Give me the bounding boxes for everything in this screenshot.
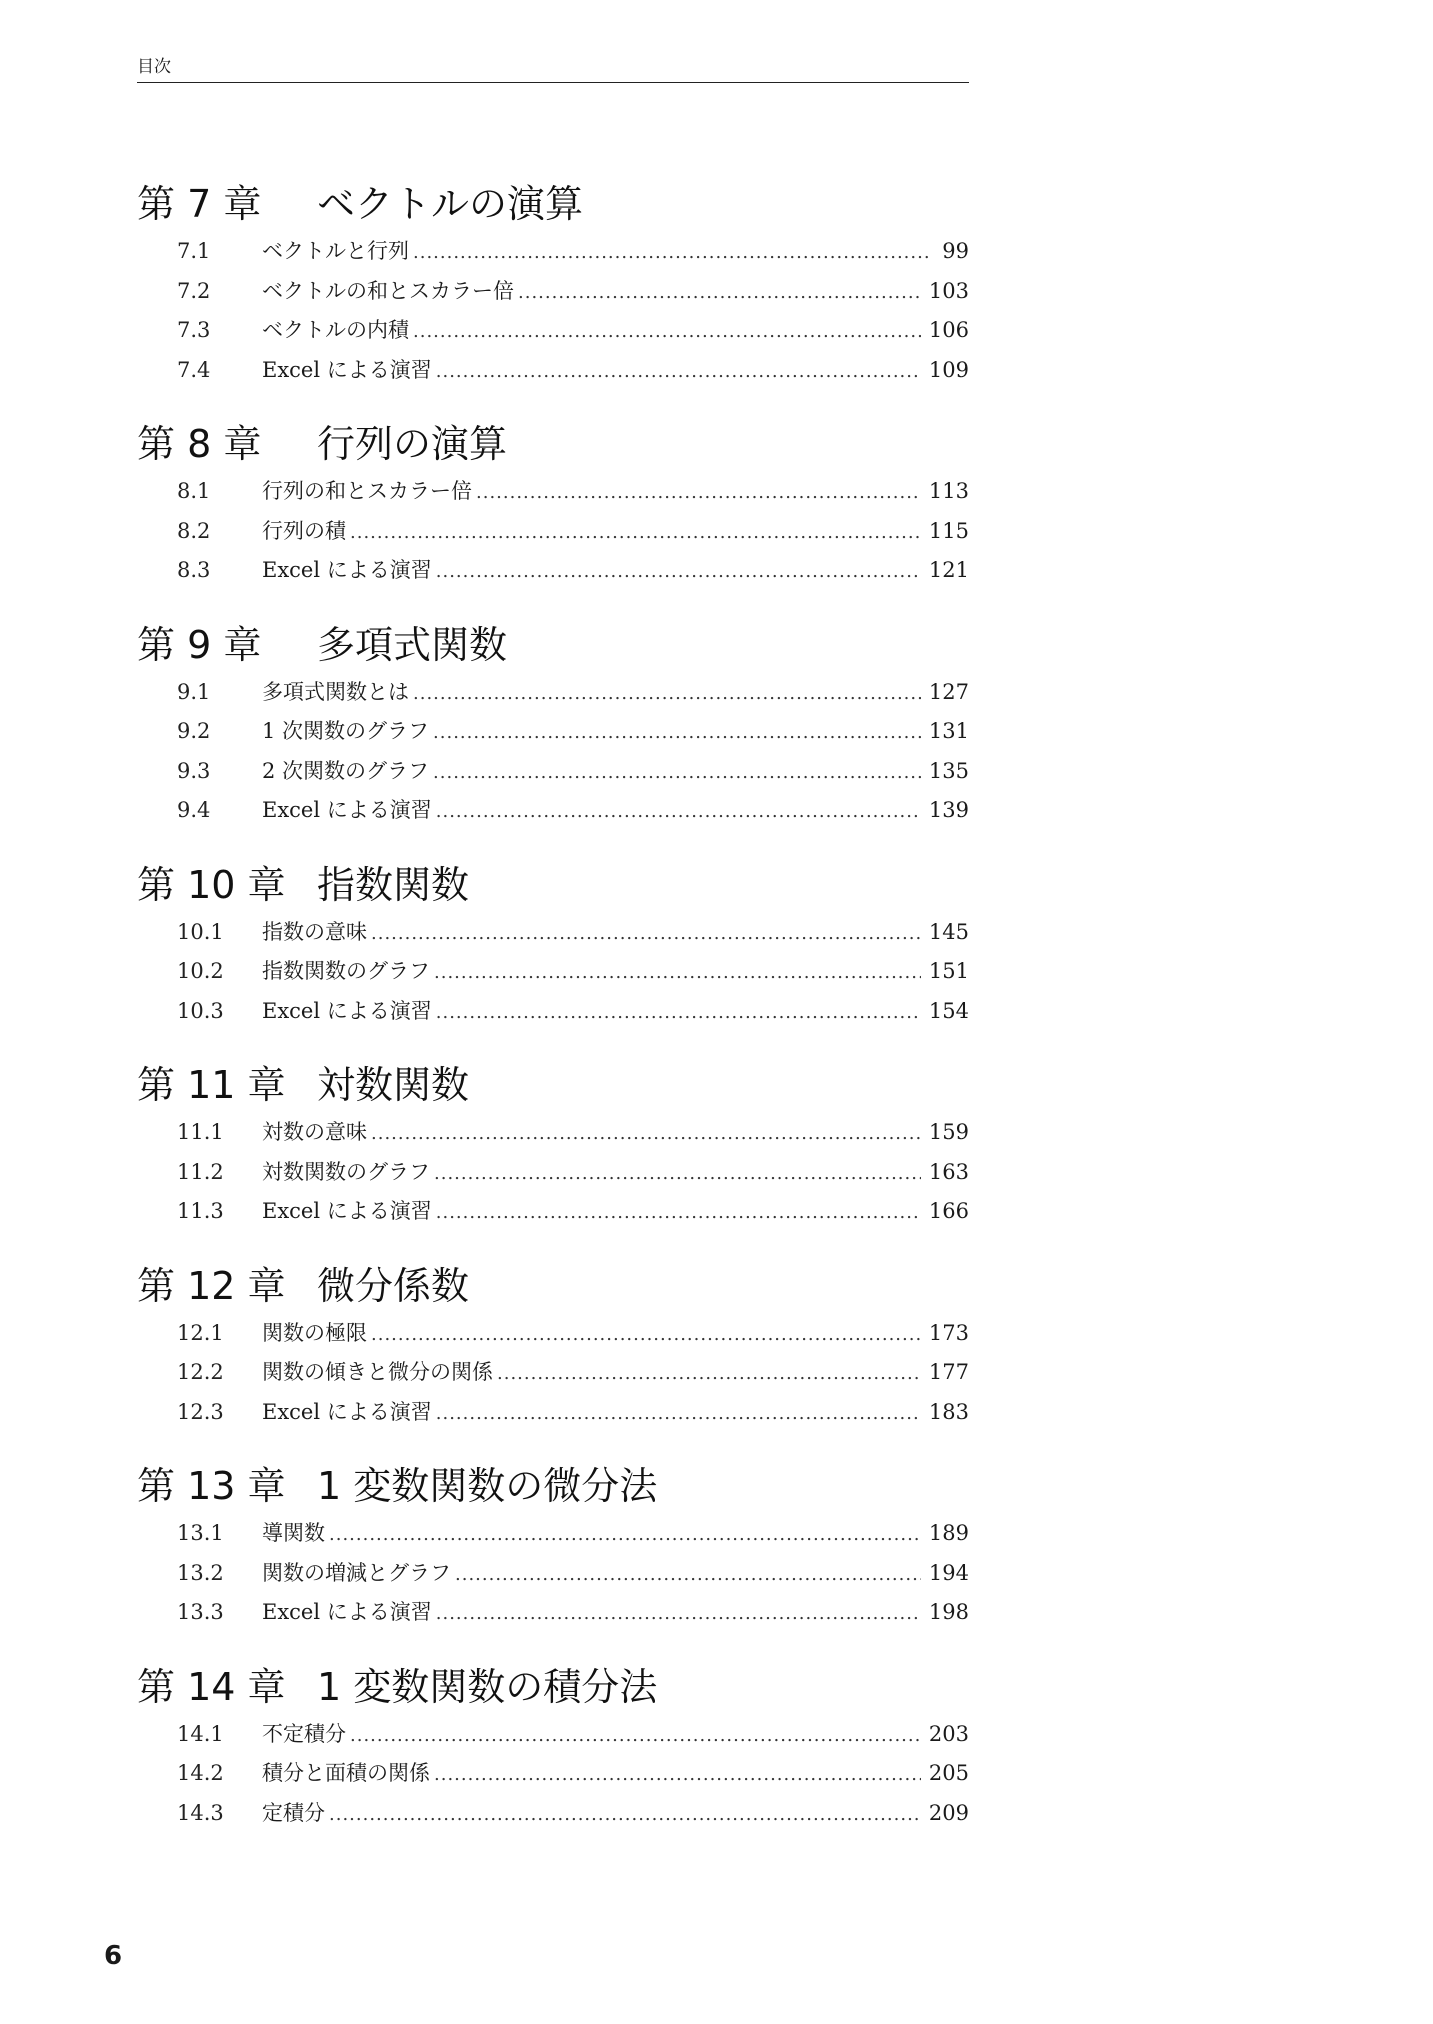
- table-of-contents: [137, 178, 969, 1861]
- section-title: 1 次関数のグラフ: [262, 719, 430, 743]
- dot-leader: [371, 914, 921, 954]
- section-page-number: 163: [928, 1159, 969, 1184]
- chapter-title: 行列の演算: [317, 422, 508, 466]
- chapter-title: 1 変数関数の積分法: [317, 1664, 658, 1709]
- section-page-number: 113: [928, 479, 969, 503]
- section-title: 定積分: [262, 1800, 325, 1825]
- section-page-number: 194: [928, 1560, 969, 1585]
- toc-section-row: [137, 1715, 969, 1755]
- dot-leader: [434, 1755, 921, 1795]
- dot-leader: [329, 1795, 921, 1835]
- chapter-heading: [137, 1059, 969, 1111]
- section-title: ベクトルの和とスカラー倍: [262, 278, 514, 303]
- chapter-heading: [137, 619, 969, 671]
- section-title: 積分と面積の関係: [262, 1761, 430, 1785]
- chapter-label: 第 13 章: [137, 1464, 286, 1508]
- toc-section-row: [137, 551, 969, 591]
- section-title: ベクトルと行列: [262, 239, 409, 263]
- section-number: 7.1: [177, 239, 211, 263]
- section-title: Excel による演習: [262, 1600, 432, 1624]
- running-header: [137, 56, 969, 83]
- toc-section-row: [137, 1393, 969, 1433]
- section-number: 12.3: [177, 1399, 224, 1424]
- section-title: Excel による演習: [262, 1199, 432, 1223]
- dot-leader: [413, 233, 931, 273]
- toc-section-row: [137, 272, 969, 312]
- section-title: Excel による演習: [262, 357, 432, 382]
- dot-leader: [436, 1394, 921, 1434]
- toc-section-row: [137, 913, 969, 953]
- chapter-label: 第 8 章: [137, 422, 262, 466]
- chapter-title: 指数関数: [317, 862, 470, 907]
- section-page-number: 145: [928, 919, 969, 944]
- section-number: 13.1: [177, 1521, 224, 1545]
- section-page-number: 121: [928, 558, 969, 582]
- section-title: 行列の積: [262, 518, 346, 543]
- chapter-heading: [137, 859, 969, 911]
- toc-section-row: [137, 1113, 969, 1153]
- section-number: 10.1: [177, 919, 224, 944]
- dot-leader: [433, 713, 921, 753]
- section-page-number: 99: [942, 239, 969, 263]
- toc-section-row: [137, 1794, 969, 1834]
- section-title: Excel による演習: [262, 798, 432, 822]
- section-number: 14.3: [177, 1800, 224, 1825]
- section-number: 9.3: [177, 758, 211, 783]
- section-number: 11.1: [177, 1120, 224, 1144]
- dot-leader: [497, 1354, 921, 1394]
- section-page-number: 177: [928, 1360, 969, 1384]
- toc-section-row: [137, 1514, 969, 1554]
- chapter-label: 第 7 章: [137, 182, 262, 226]
- section-page-number: 135: [928, 758, 969, 783]
- dot-leader: [436, 352, 921, 392]
- chapter-entry: [137, 1059, 969, 1232]
- section-title: 行列の和とスカラー倍: [262, 479, 472, 503]
- chapter-entry: [137, 178, 969, 390]
- toc-section-row: [137, 351, 969, 391]
- dot-leader: [413, 674, 921, 714]
- section-number: 12.2: [177, 1360, 224, 1384]
- section-page-number: 209: [928, 1800, 969, 1825]
- dot-leader: [371, 1114, 921, 1154]
- section-number: 10.2: [177, 959, 224, 983]
- section-number: 14.1: [177, 1721, 224, 1746]
- section-page-number: 166: [928, 1199, 969, 1223]
- section-page-number: 109: [928, 357, 969, 382]
- chapter-entry: [137, 1460, 969, 1633]
- chapter-title: ベクトルの演算: [317, 182, 584, 226]
- dot-leader: [436, 1193, 921, 1233]
- toc-section-row: [137, 311, 969, 351]
- chapter-entry: [137, 1661, 969, 1834]
- chapter-label: 第 10 章: [137, 862, 286, 907]
- chapter-entry: [137, 418, 969, 591]
- section-number: 7.4: [177, 357, 211, 382]
- section-page-number: 159: [928, 1120, 969, 1144]
- dot-leader: [476, 473, 921, 513]
- section-title: Excel による演習: [262, 558, 432, 582]
- dot-leader: [350, 1716, 921, 1756]
- section-number: 12.1: [177, 1320, 224, 1345]
- toc-section-row: [137, 1314, 969, 1354]
- section-page-number: 139: [928, 798, 969, 822]
- chapter-entry: [137, 1260, 969, 1433]
- section-number: 11.2: [177, 1159, 224, 1184]
- section-page-number: 103: [928, 278, 969, 303]
- dot-leader: [434, 953, 921, 993]
- toc-section-row: [137, 992, 969, 1032]
- section-title: Excel による演習: [262, 998, 432, 1023]
- section-number: 9.1: [177, 679, 211, 704]
- section-title: 関数の増減とグラフ: [262, 1560, 451, 1585]
- section-title: ベクトルの内積: [262, 318, 409, 342]
- section-page-number: 203: [928, 1721, 969, 1746]
- chapter-heading: [137, 1460, 969, 1512]
- chapter-heading: [137, 1260, 969, 1312]
- chapter-entry: [137, 619, 969, 831]
- toc-section-row: [137, 1353, 969, 1393]
- dot-leader: [455, 1555, 921, 1595]
- section-title: 対数関数のグラフ: [262, 1159, 430, 1184]
- dot-leader: [371, 1315, 921, 1355]
- section-page-number: 189: [928, 1521, 969, 1545]
- dot-leader: [434, 1154, 921, 1194]
- toc-section-row: [137, 1153, 969, 1193]
- section-number: 8.2: [177, 518, 211, 543]
- running-title: 目次: [137, 57, 171, 77]
- dot-leader: [329, 1515, 921, 1555]
- dot-leader: [436, 1594, 921, 1634]
- section-title: 多項式関数とは: [262, 679, 409, 704]
- toc-section-row: [137, 1192, 969, 1232]
- section-page-number: 205: [928, 1761, 969, 1785]
- chapter-heading: [137, 178, 969, 230]
- section-number: 7.2: [177, 278, 211, 303]
- section-number: 13.3: [177, 1600, 224, 1624]
- section-number: 14.2: [177, 1761, 224, 1785]
- toc-section-row: [137, 752, 969, 792]
- chapter-label: 第 14 章: [137, 1664, 286, 1709]
- section-number: 10.3: [177, 998, 224, 1023]
- section-title: 導関数: [262, 1521, 325, 1545]
- toc-section-row: [137, 1754, 969, 1794]
- toc-section-row: [137, 512, 969, 552]
- section-page-number: 115: [928, 518, 969, 543]
- toc-section-row: [137, 712, 969, 752]
- section-title: 関数の極限: [262, 1320, 367, 1345]
- section-title: 不定積分: [262, 1721, 346, 1746]
- chapter-title: 多項式関数: [317, 622, 508, 667]
- chapter-entry: [137, 859, 969, 1032]
- section-title: 2 次関数のグラフ: [262, 758, 430, 783]
- section-title: Excel による演習: [262, 1399, 432, 1424]
- section-page-number: 154: [928, 998, 969, 1023]
- chapter-label: 第 9 章: [137, 622, 262, 667]
- section-number: 8.3: [177, 558, 211, 582]
- section-page-number: 127: [928, 679, 969, 704]
- chapter-label: 第 12 章: [137, 1263, 286, 1308]
- toc-section-row: [137, 1554, 969, 1594]
- section-title: 対数の意味: [262, 1120, 367, 1144]
- toc-section-row: [137, 791, 969, 831]
- section-page-number: 131: [928, 719, 969, 743]
- section-page-number: 173: [928, 1320, 969, 1345]
- dot-leader: [350, 513, 921, 553]
- section-page-number: 106: [928, 318, 969, 342]
- chapter-title: 対数関数: [317, 1063, 470, 1107]
- section-title: 指数の意味: [262, 919, 367, 944]
- chapter-heading: [137, 1661, 969, 1713]
- section-number: 8.1: [177, 479, 211, 503]
- dot-leader: [436, 792, 921, 832]
- section-page-number: 198: [928, 1600, 969, 1624]
- toc-section-row: [137, 1593, 969, 1633]
- section-page-number: 151: [928, 959, 969, 983]
- dot-leader: [433, 753, 921, 793]
- section-number: 11.3: [177, 1199, 224, 1223]
- section-number: 7.3: [177, 318, 211, 342]
- chapter-heading: [137, 418, 969, 470]
- chapter-title: 微分係数: [317, 1263, 470, 1308]
- dot-leader: [436, 993, 921, 1033]
- page-number: 6: [104, 1941, 123, 1971]
- section-title: 指数関数のグラフ: [262, 959, 430, 983]
- section-number: 9.4: [177, 798, 211, 822]
- dot-leader: [518, 273, 921, 313]
- toc-section-row: [137, 472, 969, 512]
- dot-leader: [436, 552, 921, 592]
- section-number: 9.2: [177, 719, 211, 743]
- section-page-number: 183: [928, 1399, 969, 1424]
- toc-section-row: [137, 673, 969, 713]
- section-number: 13.2: [177, 1560, 224, 1585]
- toc-section-row: [137, 952, 969, 992]
- dot-leader: [413, 312, 921, 352]
- chapter-label: 第 11 章: [137, 1063, 286, 1107]
- chapter-title: 1 変数関数の微分法: [317, 1464, 658, 1508]
- section-title: 関数の傾きと微分の関係: [262, 1360, 493, 1384]
- toc-section-row: [137, 232, 969, 272]
